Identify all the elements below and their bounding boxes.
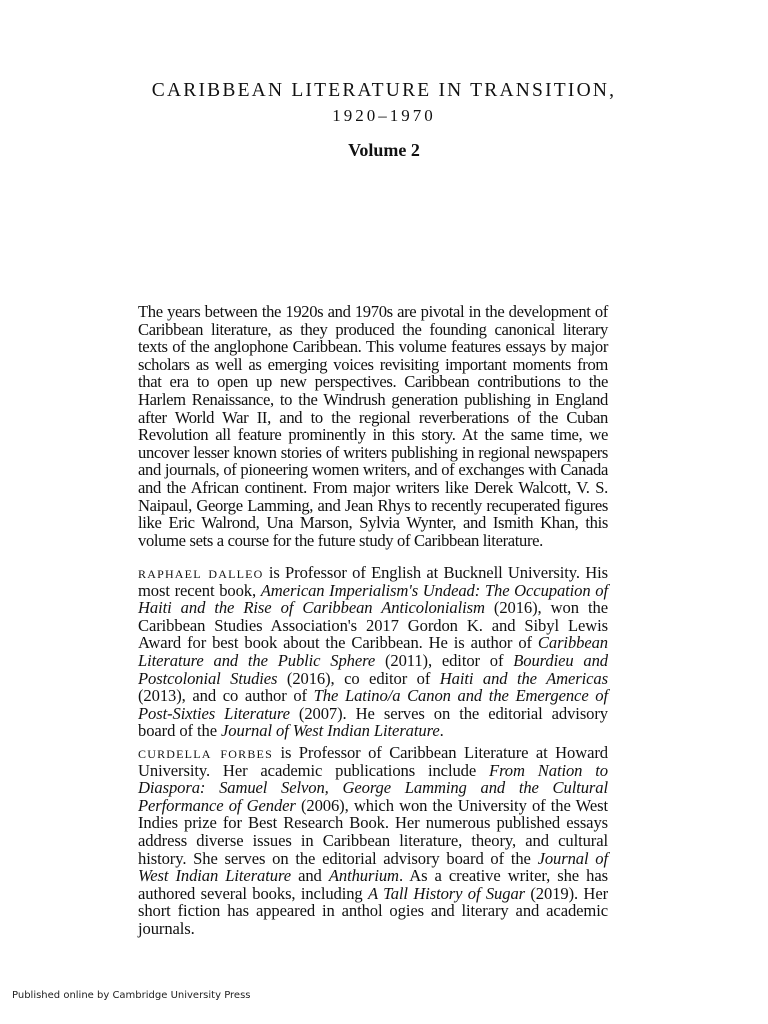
author-name: curdella forbes: [138, 743, 273, 762]
title-block: [0, 78, 768, 161]
series-years: 1920–1970: [332, 106, 436, 125]
bio-text: .: [439, 721, 444, 741]
bio-text: (2019). Her short fiction has appeared in anthol ogies and literary and academic journals.: [138, 883, 609, 938]
bio-text: (2007). He serves on the editorial advisory board of the: [138, 703, 608, 741]
journal-title: Journal of West Indian Literature: [138, 848, 608, 886]
book-blurb: The years between the 1920s and 1970s are pivotal in the development of Caribbean literature, as they produced the founding canonical literary texts of the anglophone Caribbean. This volume features essays by major scholars as well as emerging voices revisiting important moments from that era to open up new perspectives. Caribbean contributions to the Harlem Renaissance, to the Windrush generation publishing in England after World War II, and to the regional reverberations of the Cuban Revolution all feature prominently in this story. At the same time, we uncover lesser known stories of writers publishing in regional newspapers and journals, of pioneering women writers, and of exchanges with Canada and the African continent. From major writers like Derek Walcott, V. S. Naipaul, George Lamming, and Jean Rhys to recently recuperated figures like Eric Walrond, Una Marson, Sylvia Wynter, and Ismith Khan, this volume sets a course for the future study of Caribbean literature.: [138, 302, 608, 550]
book-title: A Tall History of Sugar: [368, 883, 525, 903]
book-title: Bourdieu and Postcolonial Studies: [138, 650, 608, 688]
bio-text: (2011), editor of: [375, 650, 514, 670]
bio-text: (2016), co editor of: [277, 668, 440, 688]
journal-title: Journal of West Indian Literature: [221, 721, 440, 741]
journal-title: Anthurium: [328, 866, 399, 886]
author-bio-forbes: [138, 744, 608, 938]
bio-text: (2013), and co author of: [138, 686, 314, 706]
book-title: From Nation to Diaspora: Samuel Selvon, George Lamming and the Cultural Performance of Gender: [138, 760, 608, 815]
publisher-footer: Published online by Cambridge University Press: [12, 990, 251, 1001]
book-title: The Latino/a Canon and the Emergence of Post-Sixties Literature: [138, 686, 608, 723]
book-title: American Imperialism's Undead: The Occupation of Haiti and the Rise of Caribbean Anticolonialism: [138, 580, 608, 618]
series-title: CARIBBEAN LITERATURE IN TRANSITION,: [151, 80, 617, 101]
bio-text: (2006), which won the University of the West Indies prize for Best Research Book. Her numerous published essays address diverse issues in Caribbean literature, theory, and cultural history. She serves on the editorial advisory board of the: [138, 795, 608, 868]
author-bio-dalleo: [138, 564, 608, 740]
book-title: Haiti and the Americas: [439, 668, 608, 688]
bio-text: (2016), won the Caribbean Studies Association's 2017 Gordon K. and Sibyl Lewis Award for best book about the Caribbean. He is author of: [138, 598, 608, 653]
bio-text: and: [290, 866, 329, 886]
bio-text: . As a creative writer, she has authored several books, including: [138, 866, 608, 903]
volume-label: Volume 2: [348, 140, 420, 160]
book-title: Caribbean Literature and the Public Sphere: [138, 633, 608, 670]
bio-text: is Professor of English at Bucknell University. His most recent book,: [138, 563, 608, 600]
author-name: raphael dalleo: [138, 563, 264, 582]
bio-text: is Professor of Caribbean Literature at Howard University. Her academic publications include: [138, 743, 608, 780]
